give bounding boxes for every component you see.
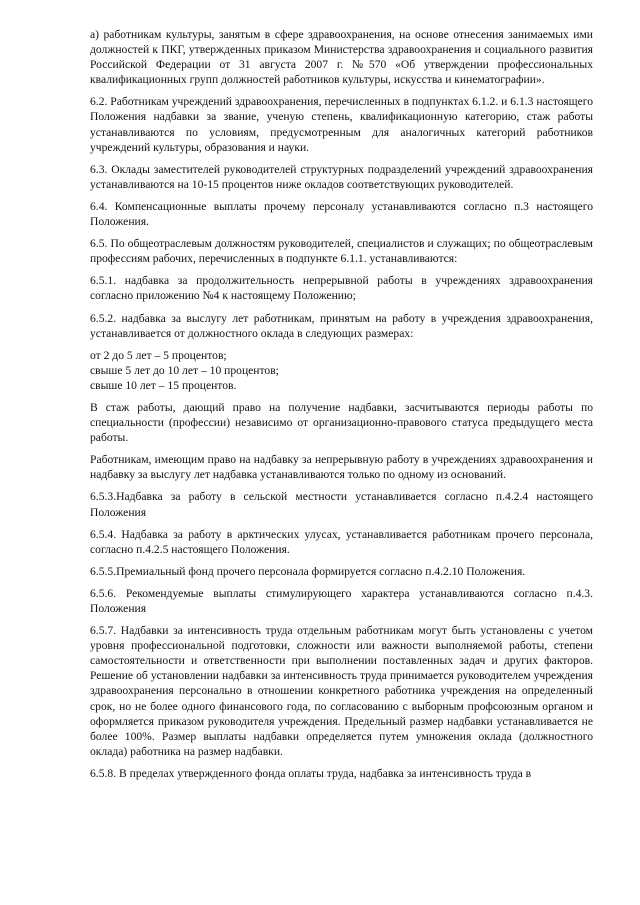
- paragraph-6-2: 6.2. Работникам учреждений здравоохранения, перечисленных в подпунктах 6.1.2. и 6.1.3 настоящего Положения надбавки за звание, ученую степень, квалификационную категорию, стаж работы устанавливаются по условиям, предусмотренным для аналогичных категорий работников учреждений культуры, образования и науки.: [90, 95, 593, 154]
- paragraph-6-5: 6.5. По общеотраслевым должностям руководителей, специалистов и служащих; по общеотраслевым профессиям рабочих, перечисленных в подпункте 6.1.1. устанавливаются:: [90, 237, 593, 266]
- paragraph-6-5-7: 6.5.7. Надбавки за интенсивность труда отдельным работникам могут быть установлены с учетом уровня профессиональной подготовки, сложности или важности выполняемой работы, степени самостоятельности и ответственности при выполнении поставленных задач и других факторов. Решение об установлении надбавки за интенсивность труда принимается руководителем учреждения здравоохранения персонально в отношении конкретного работника учреждения на определенный срок, но не более одного финансового года, по согласованию с выборным профсоюзным органом и оформляется приказом руководителя учреждения. Предельный размер надбавки устанавливается не более 100%. Размер выплаты надбавки определяется путем умножения оклада (должностного оклада) работника на размер надбавки.: [90, 624, 593, 758]
- seniority-item-3: свыше 10 лет – 15 процентов.: [90, 378, 237, 392]
- seniority-item-2: свыше 5 лет до 10 лет – 10 процентов;: [90, 363, 279, 377]
- paragraph-a-culture-workers: а) работникам культуры, занятым в сфере здравоохранения, на основе отнесения занимаемых ими должностей к ПКГ, утвержденных приказом Министерства здравоохранения и социального развития Российской Федерации от 31 августа 2007 г. №570 «Об утверждении профессиональных квалификационных групп должностей работников культуры, искусства и кинематографии».: [90, 28, 593, 87]
- paragraph-6-3: 6.3. Оклады заместителей руководителей структурных подразделений учреждений здравоохранения устанавливаются на 10-15 процентов ниже окладов соответствующих руководителей.: [90, 162, 593, 191]
- paragraph-6-5-5: 6.5.5.Премиальный фонд прочего персонала формируется согласно п.4.2.10 Положения.: [90, 564, 526, 578]
- document-page: [90, 27, 593, 781]
- paragraph-6-5-3: 6.5.3.Надбавка за работу в сельской местности устанавливается согласно п.4.2.4 настоящего Положения: [90, 490, 593, 519]
- paragraph-6-4: 6.4. Компенсационные выплаты прочему персоналу устанавливаются согласно п.3 настоящего Положения.: [90, 199, 593, 229]
- paragraph-6-5-4: 6.5.4. Надбавка за работу в арктических улусах, устанавливается работникам прочего персонала, согласно п.4.2.5 настоящего Положения.: [90, 527, 593, 556]
- paragraph-6-5-8: 6.5.8. В пределах утвержденного фонда оплаты труда, надбавка за интенсивность труда в: [90, 766, 532, 780]
- paragraph-6-5-1: 6.5.1. надбавка за продолжительность непрерывной работы в учреждениях здравоохранения согласно приложению №4 к настоящему Положению;: [90, 274, 593, 303]
- seniority-item-1: от 2 до 5 лет – 5 процентов;: [90, 348, 227, 362]
- paragraph-one-basis: Работникам, имеющим право на надбавку за непрерывную работу в учреждениях здравоохранения и надбавку за выслугу лет надбавка устанавливаются только по одному из оснований.: [90, 453, 593, 482]
- paragraph-seniority-periods: В стаж работы, дающий право на получение надбавки, засчитываются периоды работы по специальности (профессии) независимо от организационно-правового статуса предыдущего места работы.: [90, 400, 593, 445]
- paragraph-6-5-6: 6.5.6. Рекомендуемые выплаты стимулирующего характера устанавливаются согласно п.4.3. Положения: [90, 586, 593, 615]
- paragraph-6-5-2: 6.5.2. надбавка за выслугу лет работникам, принятым на работу в учреждения здравоохранения, устанавливается от должностного оклада в следующих размерах:: [90, 311, 593, 340]
